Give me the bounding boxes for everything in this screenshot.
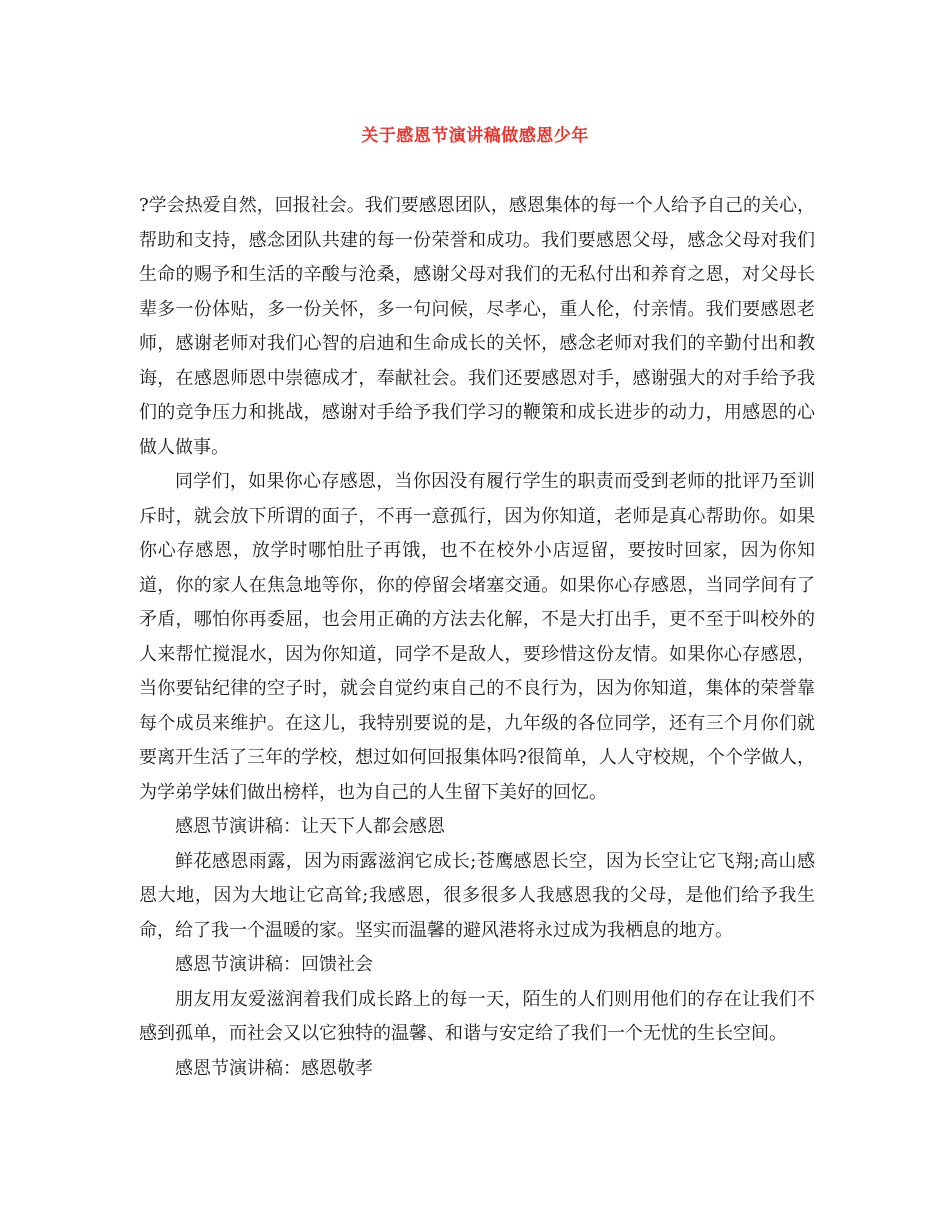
paragraph-2: 同学们，如果你心存感恩，当你因没有履行学生的职责而受到老师的批评乃至训斥时，就会放下所谓的面子，不再一意孤行，因为你知道，老师是真心帮助你。如果你心存感恩，放学时哪怕肚子再饿，也不在校外小店逗留，要按时回家，因为你知道，你的家人在焦急地等你，你的停留会堵塞交通。如果你心存感恩，当同学间有了矛盾，哪怕你再委屈，也会用正确的方法去化解，不是大打出手，更不至于叫校外的人来帮忙搅混水，因为你知道，同学不是敌人，要珍惜这份友情。如果你心存感恩，当你要钻纪律的空子时，就会自觉约束自己的不良行为，因为你知道，集体的荣誉靠每个成员来维护。在这儿，我特别要说的是，九年级的各位同学，还有三个月你们就要离开生活了三年的学校，想过如何回报集体吗?很简单，人人守校规，个个学做人，为学弟学妹们做出榜样，也为自己的人生留下美好的回忆。: [139, 471, 815, 803]
paragraph-3: 鲜花感恩雨露，因为雨露滋润它成长;苍鹰感恩长空，因为长空让它飞翔;高山感恩大地，因为大地让它高耸;我感恩，很多很多人我感恩我的父母，是他们给予我生命，给了我一个温暖的家。坚实而温馨的避风港将永过成为我栖息的地方。: [139, 850, 815, 941]
paragraph-1: ?学会热爱自然，回报社会。我们要感恩团队，感恩集体的每一个人给予自己的关心，帮助和支持，感念团队共建的每一份荣誉和成功。我们要感恩父母，感念父母对我们生命的赐予和生活的辛酸与沧桑，感谢父母对我们的无私付出和养育之恩，对父母长辈多一份体贴，多一份关怀，多一句问候，尽孝心，重人伦，付亲情。我们要感恩老师，感谢老师对我们心智的启迪和生命成长的关怀，感念老师对我们的辛勤付出和教诲，在感恩师恩中崇德成才，奉献社会。我们还要感恩对手，感谢强大的对手给予我们的竞争压力和挑战，感谢对手给予我们学习的鞭策和成长进步的动力，用感恩的心做人做事。: [139, 195, 815, 458]
section-heading-3: 感恩节演讲稿：感恩敬孝: [175, 1057, 373, 1079]
paragraph-4: 朋友用友爱滋润着我们成长路上的每一天，陌生的人们则用他们的存在让我们不感到孤单，而社会又以它独特的温馨、和谐与安定给了我们一个无忧的生长空间。: [139, 988, 815, 1044]
document-title: 关于感恩节演讲稿做感恩少年: [361, 126, 589, 146]
document-body: [139, 189, 815, 1086]
section-heading-1: 感恩节演讲稿：让天下人都会感恩: [175, 816, 445, 837]
section-heading-2: 感恩节演讲稿：回馈社会: [175, 954, 373, 975]
